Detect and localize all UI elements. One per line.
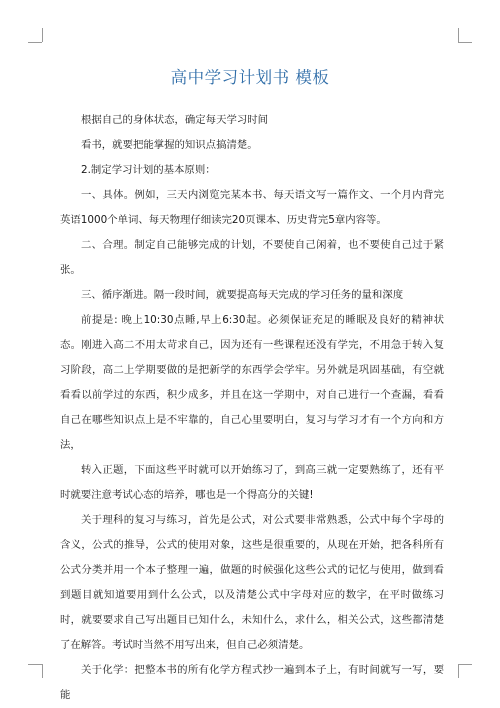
paragraph: 前提是: 晚上10:30点睡,早上6:30起。必须保证充足的睡眠及良好的精神状态。刚进入高二不用太苛求自己，因为还有一些课程还没有学完，不用急于转入复习阶段，高二上学期要做的是把新学的东西学会学牢。另外就是巩固基础，有空就看看以前学过的东西，积少成多，并且在这一学期中，对自己进行一个查漏，看看自己在哪些知识点上是不牢靠的，自己心里要明白，复习与学习才有一个方向和方法， bbox=[60, 314, 444, 451]
paragraph: 根据自己的身体状态，确定每天学习时间 bbox=[81, 114, 269, 126]
paragraph: 三、循序渐进。隔一段时间，就要提高每天完成的学习任务的量和深度 bbox=[81, 289, 404, 301]
paragraph: 关于理科的复习与练习，首先是公式，对公式要非常熟悉，公式中每个字母的含义，公式的推导，公式的使用对象，这些是很重要的，从现在开始，把各科所有公式分类并用一个本子整理一遍，做题的时候强化这些公式的记忆与使用，做到看到题目就知道要用到什么公式，以及清楚公式中字母对应的数字，在平时做练习时，就要要求自己写出题目已知什么，未知什么，求什么，相关公式，这些都清楚了在解答。考试时当然不用写出来，但自己必须清楚。 bbox=[60, 514, 444, 651]
crop-mark-top-left-h bbox=[28, 42, 42, 43]
crop-mark-bottom-right-h bbox=[458, 664, 472, 665]
crop-mark-top-right-v bbox=[458, 28, 459, 42]
crop-mark-bottom-right-v bbox=[458, 664, 459, 678]
crop-mark-bottom-left-h bbox=[28, 664, 42, 665]
document-body bbox=[60, 108, 444, 708]
crop-mark-bottom-left-v bbox=[42, 664, 43, 678]
paragraph: 2.制定学习计划的基本原则： bbox=[81, 164, 216, 176]
crop-mark-top-right-h bbox=[458, 42, 472, 43]
paragraph: 看书，就要把能掌握的知识点搞清楚。 bbox=[81, 139, 258, 151]
paragraph: 一、具体。例如，三天内浏览完某本书、每天语文写一篇作文、一个月内背完英语1000个单词、每天物理仔细读完20页课本、历史背完5章内容等。 bbox=[60, 189, 444, 226]
paragraph: 关于化学：把整本书的所有化学方程式抄一遍到本子上，有时间就写一写，要能 bbox=[60, 664, 444, 701]
paragraph: 转入正题，下面这些平时就可以开始练习了，到高三就一定要熟练了，还有平时就要注意考试心态的培养，哪也是一个得高分的关键! bbox=[60, 464, 444, 501]
document-title: 高中学习计划书 模板 bbox=[170, 68, 330, 87]
crop-mark-top-left-v bbox=[42, 28, 43, 42]
paragraph: 二、合理。制定自己能够完成的计划，不要使自己闲着，也不要使自己过于紧张。 bbox=[60, 239, 444, 276]
